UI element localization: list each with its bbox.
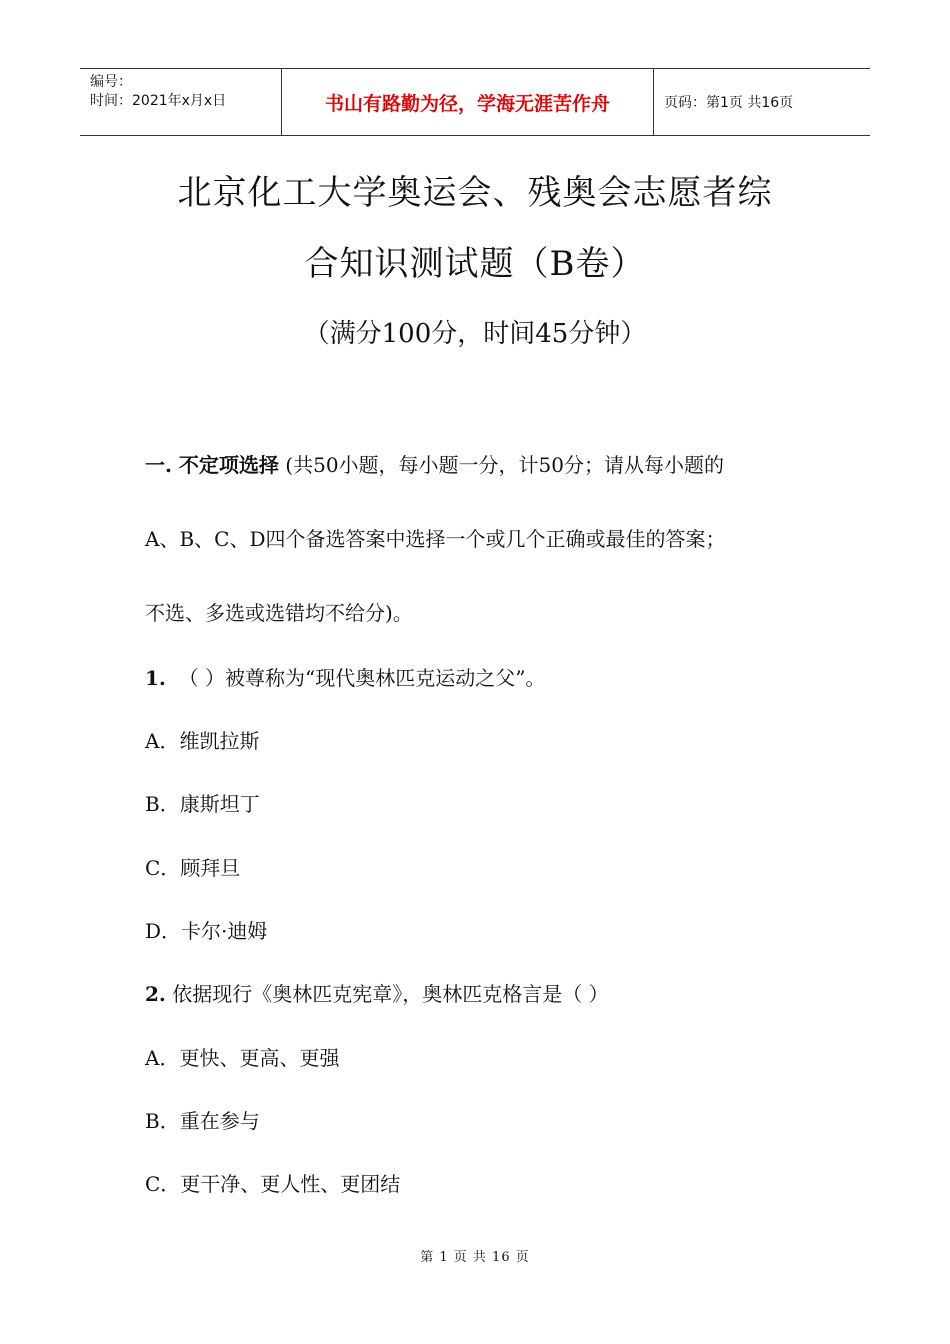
header-meta-cell xyxy=(80,69,282,135)
section-heading: 一. 不定项选择 xyxy=(145,453,279,477)
question-2-option-a: A．更快、更高、更强 xyxy=(145,1046,340,1070)
header-motto: 书山有路勤为径，学海无涯苦作舟 xyxy=(282,69,654,135)
document-title-line1: 北京化工大学奥运会、残奥会志愿者综 xyxy=(177,173,773,213)
question-1-option-d: D．卡尔·迪姆 xyxy=(145,919,268,943)
question-text: 依据现行《奥林匹克宪章》，奥林匹克格言是（ ） xyxy=(172,982,609,1006)
question-2-option-c: C．更干净、更人性、更团结 xyxy=(145,1172,401,1196)
question-1 xyxy=(145,662,545,691)
header-table xyxy=(80,68,870,136)
header-page-info: 页码：第1页 共16页 xyxy=(664,95,794,111)
page-footer: 第 1 页 共 16 页 xyxy=(420,1250,530,1265)
section-instructions-line1 xyxy=(145,449,724,478)
question-text: （ ）被尊称为“现代奥林匹克运动之父”。 xyxy=(178,666,546,690)
section-instructions-line3: 不选、多选或选错均不给分)。 xyxy=(145,601,413,625)
section-instructions-line2: A、B、C、D四个备选答案中选择一个或几个正确或最佳的答案； xyxy=(145,527,726,551)
number-label: 编号： xyxy=(90,74,132,90)
document-subtitle: （满分100分，时间45分钟） xyxy=(303,319,647,349)
question-2 xyxy=(145,978,609,1007)
question-2-option-b: B．重在参与 xyxy=(145,1109,260,1133)
document-title-line2: 合知识测试题（B卷） xyxy=(304,244,646,284)
date-line: 时间：2021年x月x日 xyxy=(90,93,227,109)
instructions-text-1: (共50小题，每小题一分，计50分；请从每小题的 xyxy=(278,453,724,477)
question-1-option-a: A．维凯拉斯 xyxy=(145,729,260,753)
question-number: 1. xyxy=(145,666,166,690)
question-1-option-b: B．康斯坦丁 xyxy=(145,792,260,816)
question-1-option-c: C．顾拜旦 xyxy=(145,856,241,880)
question-number: 2. xyxy=(145,982,166,1006)
